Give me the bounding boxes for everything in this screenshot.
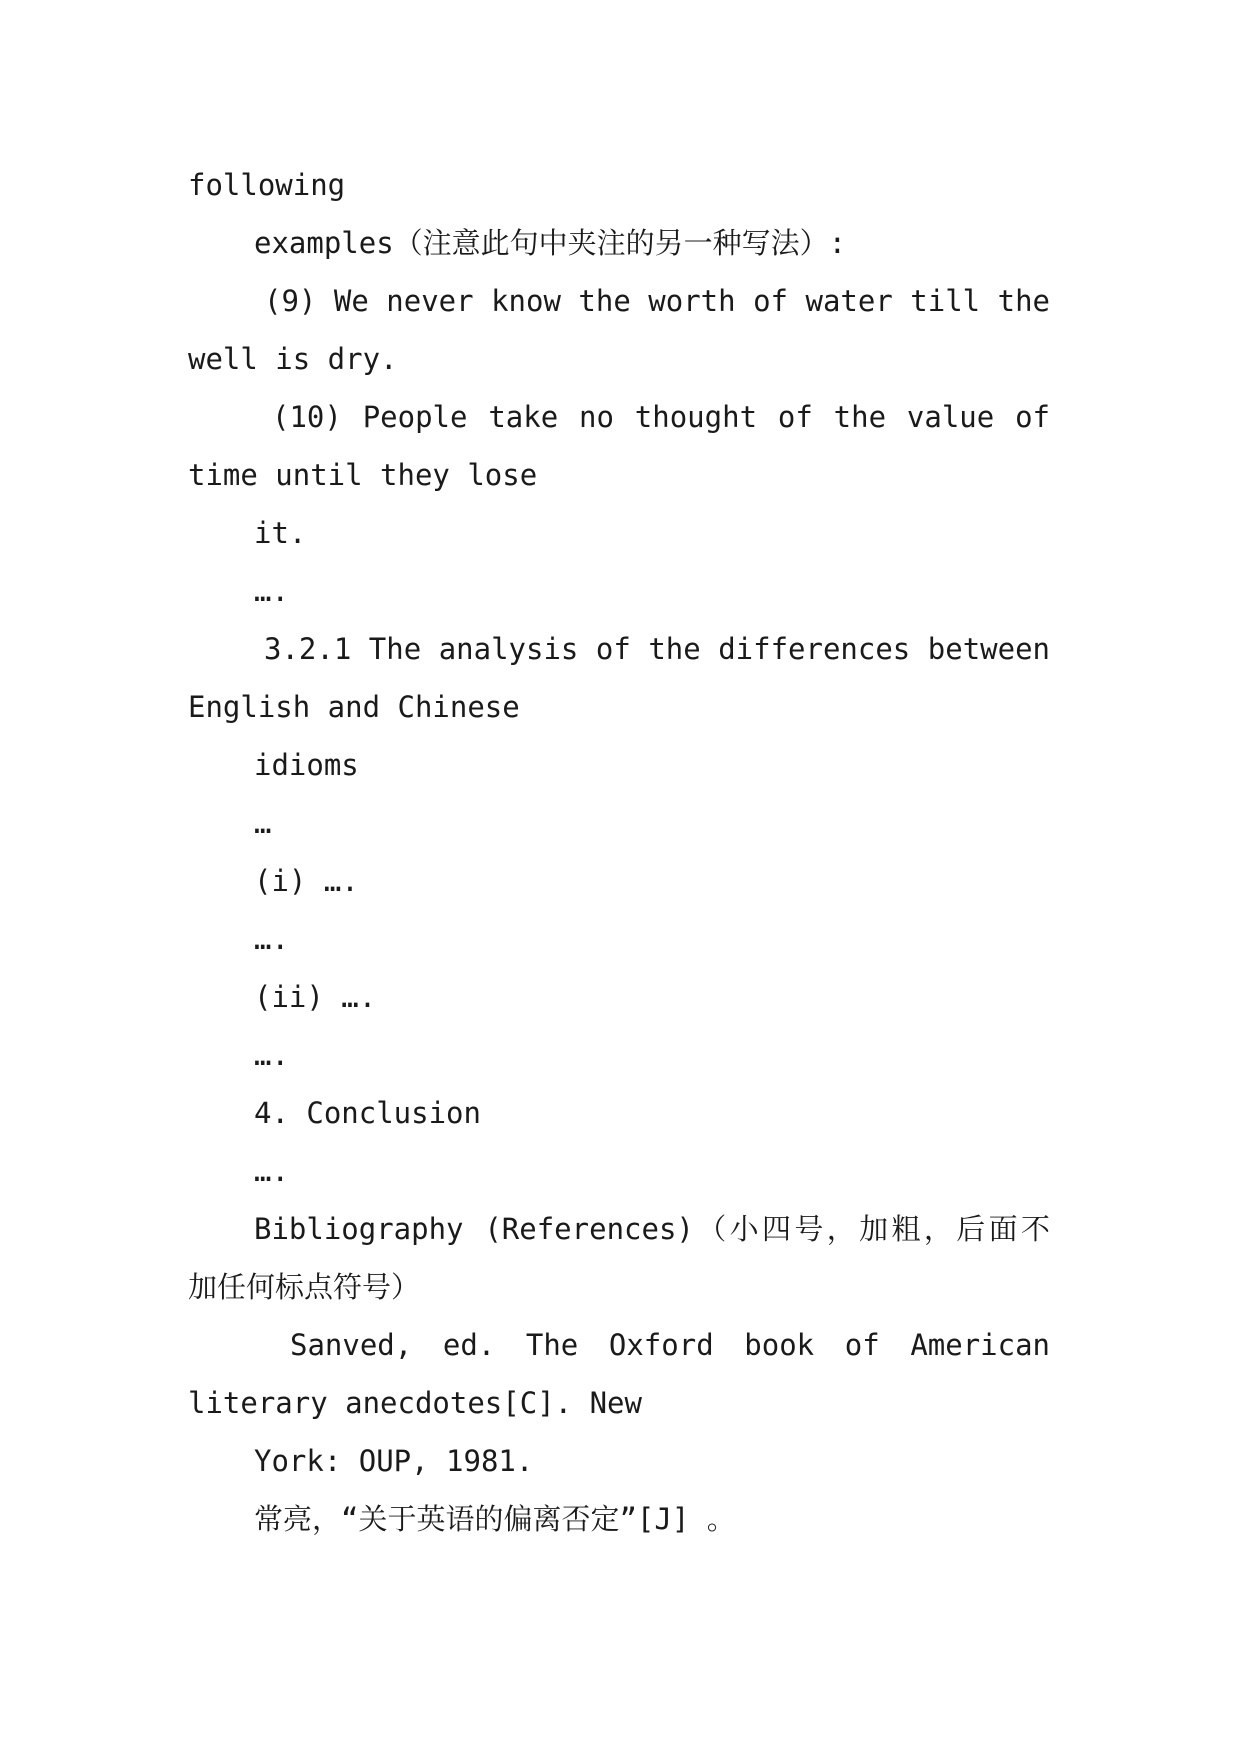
section-heading-line: 3.2.1 The analysis of the differences between xyxy=(264,632,1050,666)
list-item-i: (i) …. xyxy=(254,864,359,898)
text-line: well is dry. xyxy=(188,342,398,376)
bibliography-heading: Bibliography (References)（小四号，加粗，后面不 xyxy=(254,1212,1050,1246)
reference-entry: 常亮，“关于英语的偏离否定”[J] 。 xyxy=(254,1502,736,1536)
text-line: time until they lose xyxy=(188,458,538,492)
text-line: following xyxy=(188,168,346,202)
section-heading-line: English and Chinese xyxy=(188,690,520,724)
ellipsis-line: …. xyxy=(254,1038,289,1072)
ellipsis-line: … xyxy=(254,806,272,840)
ellipsis-line: …. xyxy=(254,922,289,956)
reference-entry: York: OUP, 1981. xyxy=(254,1444,534,1478)
reference-entry: Sanved, ed. The Oxford book of American xyxy=(290,1328,1050,1362)
section-heading-line: idioms xyxy=(254,748,359,782)
example-9-line: (9) We never know the worth of water till the xyxy=(264,284,1050,318)
bibliography-heading: 加任何标点符号） xyxy=(188,1270,421,1304)
ellipsis-line: …. xyxy=(254,574,289,608)
text-line: it. xyxy=(254,516,307,550)
ellipsis-line: …. xyxy=(254,1154,289,1188)
example-10-line: (10) People take no thought of the value of xyxy=(272,400,1050,434)
list-item-ii: (ii) …. xyxy=(254,980,377,1014)
conclusion-heading: 4. Conclusion xyxy=(254,1096,481,1130)
text-line: examples（注意此句中夹注的另一种写法）: xyxy=(254,226,847,260)
reference-entry: literary anecdotes[C]. New xyxy=(188,1386,642,1420)
